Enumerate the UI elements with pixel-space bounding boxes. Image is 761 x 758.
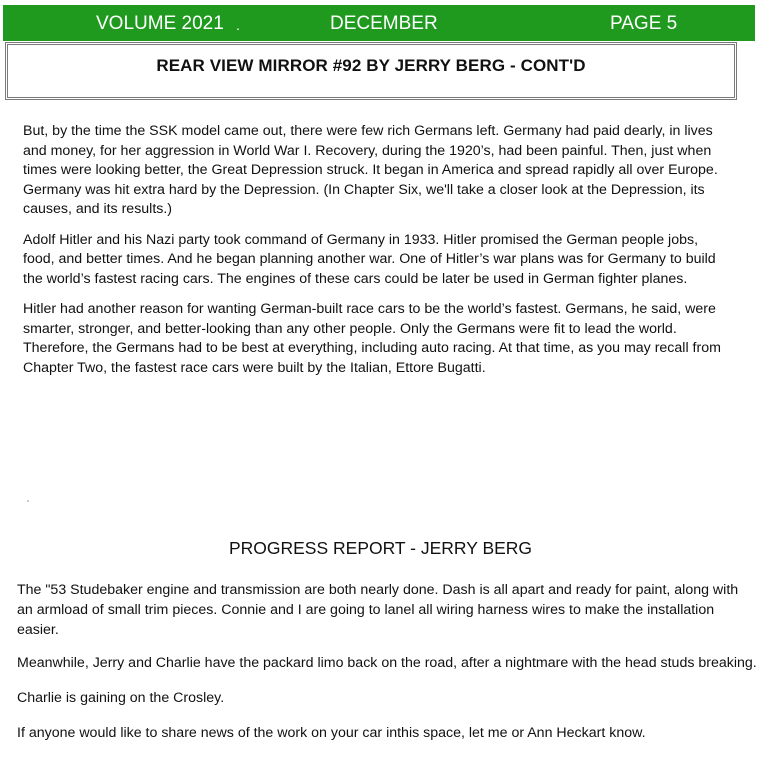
article-title-box [5,42,737,100]
article-paragraph: But, by the time the SSK model came out, there were few rich Germans left. Germany had paid dearly, in lives and money, for her aggression in World War I. Recovery, during the 1920’s, had been painful. Then, just when times were looking better, the Great Depression struck. It began in America and spread rapidly all over Europe. Germany was hit extra hard by the Depression. (In Chapter Six, we'll take a closer look at the Depression, its causes, and its results.) [23,123,718,217]
progress-paragraph: If anyone would like to share news of the work on your car inthis space, let me or Ann Heckart know. [17,725,646,741]
article-paragraph: Adolf Hitler and his Nazi party took command of Germany in 1933. Hitler promised the German people jobs, food, and better times. And he began planning another war. One of Hitler’s war plans was for Germany to build the world’s fastest racing cars. The engines of these cars could be later be used in German fighter planes. [23,231,716,287]
header-separator: . [236,17,240,33]
month-label: DECEMBER [330,13,438,34]
article-body [23,122,723,389]
volume-label: VOLUME 2021 [96,13,224,34]
progress-paragraph: Meanwhile, Jerry and Charlie have the packard limo back on the road, after a nightmare with the head studs breaking. [17,655,757,671]
scan-speck [27,500,29,502]
article-paragraph: Hitler had another reason for wanting German-built race cars to be the world’s fastest. Germans, he said, were smarter, stronger, and better-looking than any other people. Only the Germans were fit to lead the world. Therefore, the Germans had to be best at everything, including auto racing. At that time, as you may recall from Chapter Two, the fastest race cars were built by the Italian, Ettore Bugatti. [23,301,721,376]
page-number: PAGE 5 [610,13,678,34]
newsletter-header-bar [3,5,755,41]
progress-report-title: PROGRESS REPORT - JERRY BERG [228,538,533,558]
progress-report-body [17,580,757,758]
progress-paragraph: The "53 Studebaker engine and transmission are both nearly done. Dash is all apart and ready for paint, along with an armload of small trim pieces. Connie and I are going to lanel all wiring harness wires to make the installation easier. [17,582,739,638]
progress-paragraph: Charlie is gaining on the Crosley. [17,690,225,706]
article-title: REAR VIEW MIRROR #92 BY JERRY BERG - CONT'D [156,56,586,75]
